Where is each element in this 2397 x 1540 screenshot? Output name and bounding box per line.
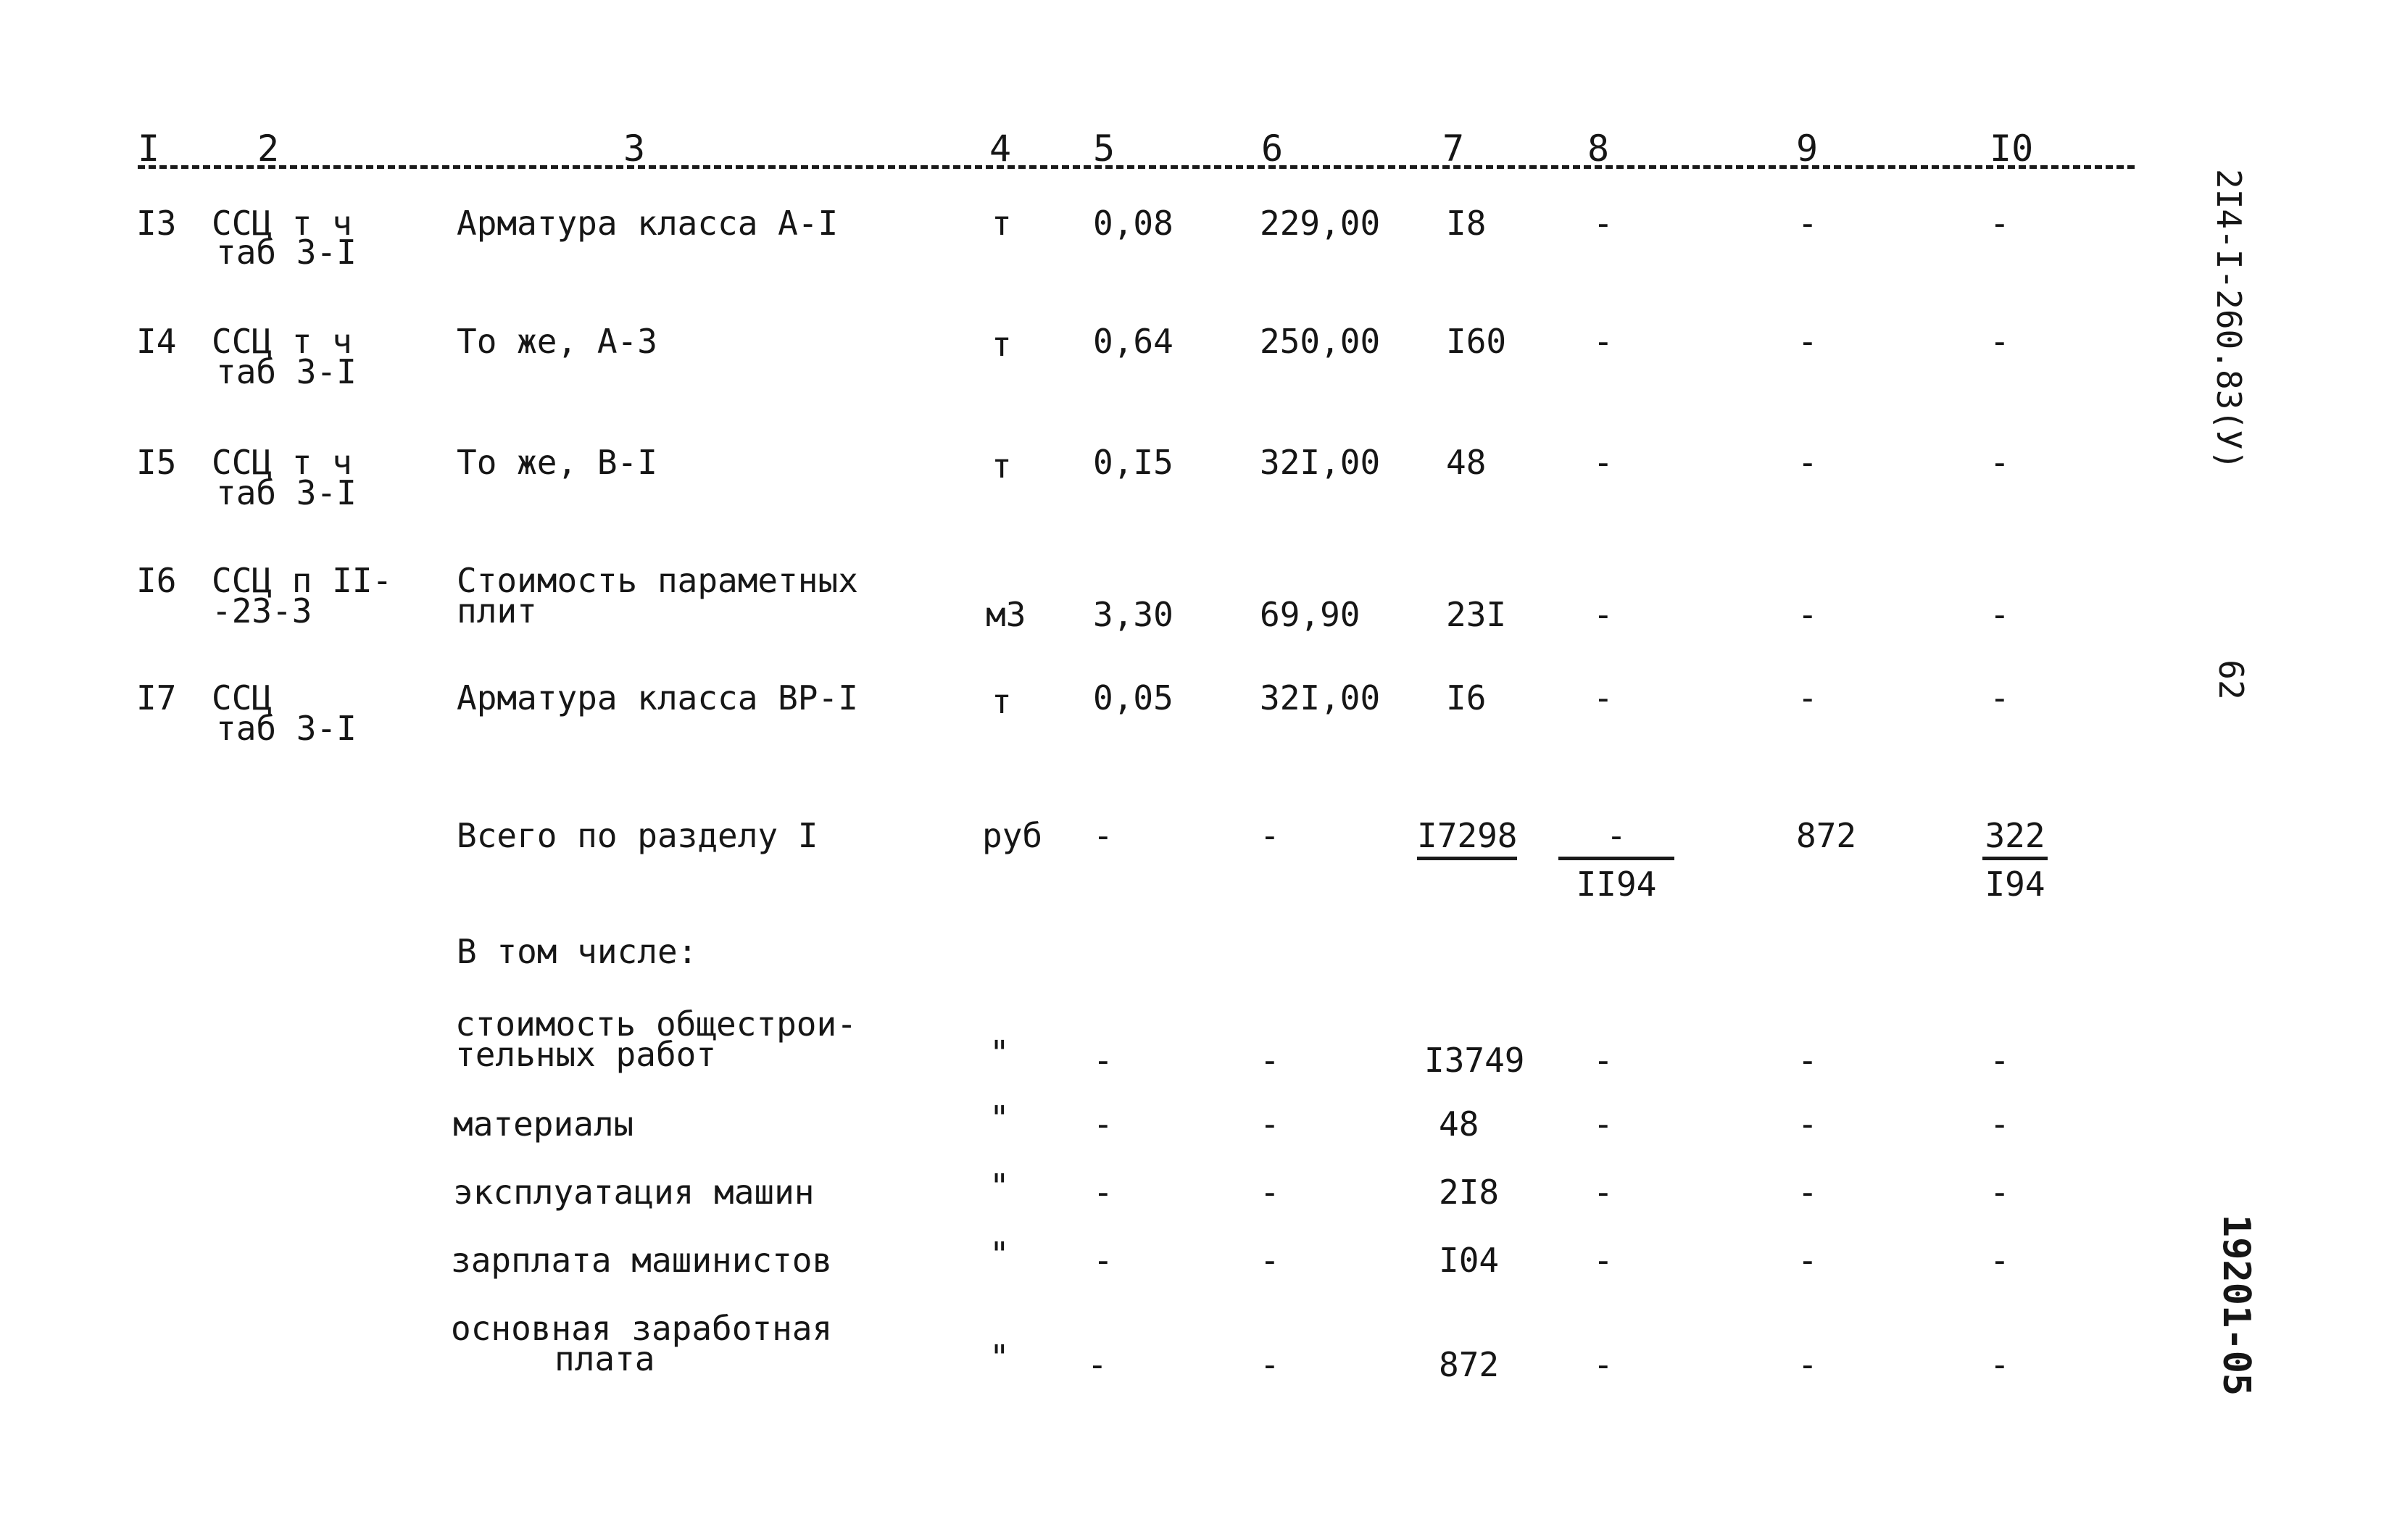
header-col-6: 6 — [1261, 128, 1284, 170]
sub-row-col10: - — [1990, 1241, 2010, 1280]
sub-row-col8: - — [1593, 1345, 1613, 1384]
row-col10: - — [1990, 678, 2010, 717]
sub-row-price: - — [1260, 1173, 1280, 1212]
row-qty: 0,08 — [1093, 204, 1173, 243]
sub-row-unit: " — [989, 1099, 1010, 1138]
row-name: То же, В-I — [457, 443, 657, 482]
row-number: I4 — [136, 322, 177, 361]
row-number: I6 — [136, 561, 177, 600]
summary-col10-denominator: I94 — [1985, 865, 2045, 904]
sub-row-col8: - — [1593, 1241, 1613, 1280]
header-rule — [138, 165, 2135, 169]
row-col10: - — [1990, 595, 2010, 634]
row-qty: 0,I5 — [1093, 443, 1173, 482]
header-col-10: I0 — [1990, 128, 2034, 170]
header-col-4: 4 — [989, 128, 1012, 170]
row-code: ССЦ п II- — [212, 561, 393, 600]
sub-row-name-line2: тельных работ — [455, 1035, 717, 1074]
row-name: Арматура класса ВР-I — [457, 678, 858, 717]
row-price: 229,00 — [1260, 204, 1381, 243]
row-total: I6 — [1446, 678, 1487, 717]
row-total: I8 — [1446, 204, 1487, 243]
summary-label: Всего по разделу I — [457, 816, 818, 855]
sub-row-unit: " — [989, 1338, 1010, 1377]
summary-col8-denominator: II94 — [1576, 865, 1657, 904]
sub-row-qty: - — [1087, 1345, 1108, 1384]
sub-row-col10: - — [1990, 1104, 2010, 1144]
summary-col8-numerator: - — [1558, 819, 1674, 860]
sub-row-total: 2I8 — [1439, 1173, 1500, 1212]
sub-row-name: стоимость общестрои- — [455, 1004, 857, 1044]
sub-row-price: - — [1260, 1104, 1280, 1144]
sub-row-col9: - — [1798, 1041, 1818, 1080]
sub-row-unit: " — [989, 1033, 1010, 1073]
row-price: 32I,00 — [1260, 443, 1381, 482]
sub-row-name: зарплата машинистов — [451, 1241, 833, 1280]
sub-row-name: эксплуатация машин — [453, 1173, 815, 1212]
row-code: ССЦ — [212, 678, 273, 717]
row-name: Стоимость параметных — [457, 561, 858, 600]
row-col9: - — [1798, 204, 1818, 243]
summary-col10-numerator: 322 — [1982, 819, 2048, 860]
sub-row-col10: - — [1990, 1041, 2010, 1080]
sub-row-col9: - — [1798, 1241, 1818, 1280]
row-number: I7 — [136, 678, 177, 717]
row-price: 250,00 — [1260, 322, 1381, 361]
row-unit: т — [992, 446, 1012, 486]
header-col-5: 5 — [1093, 128, 1116, 170]
sub-row-unit: " — [989, 1167, 1010, 1206]
summary-col10-fraction — [1982, 816, 2048, 904]
summary-qty: - — [1093, 816, 1113, 855]
sub-row-qty: - — [1093, 1104, 1113, 1144]
sub-row-col9: - — [1798, 1173, 1818, 1212]
document-code: 2I4-I-260.83(У) — [2209, 169, 2248, 470]
header-col-3: 3 — [623, 128, 646, 170]
sub-row-col10: - — [1990, 1345, 2010, 1384]
sub-row-col10: - — [1990, 1173, 2010, 1212]
row-col10: - — [1990, 204, 2010, 243]
header-col-7: 7 — [1442, 128, 1465, 170]
row-total: I60 — [1446, 322, 1507, 361]
row-code-line2: таб 3-I — [216, 709, 357, 748]
header-col-1: I — [138, 128, 160, 170]
row-col10: - — [1990, 443, 2010, 482]
row-code-line2: таб 3-I — [216, 352, 357, 391]
sub-row-price: - — [1260, 1041, 1280, 1080]
row-col9: - — [1798, 443, 1818, 482]
sub-row-total: I3749 — [1424, 1041, 1525, 1080]
row-col8: - — [1593, 443, 1613, 482]
header-col-8: 8 — [1587, 128, 1610, 170]
sub-row-col8: - — [1593, 1173, 1613, 1212]
including-label: В том числе: — [457, 932, 698, 971]
summary-price: - — [1260, 816, 1280, 855]
row-qty: 0,64 — [1093, 322, 1173, 361]
sub-row-col8: - — [1593, 1104, 1613, 1144]
row-code: ССЦ т ч — [212, 204, 352, 243]
sub-row-name-line2: плата — [554, 1339, 655, 1378]
row-unit: т — [992, 682, 1012, 721]
sub-row-unit: " — [989, 1235, 1010, 1274]
row-price: 32I,00 — [1260, 678, 1381, 717]
sub-row-qty: - — [1093, 1241, 1113, 1280]
sub-row-total: 48 — [1439, 1104, 1479, 1144]
row-price: 69,90 — [1260, 595, 1360, 634]
page-number: 62 — [2211, 659, 2251, 700]
sub-row-name: основная заработная — [451, 1309, 833, 1348]
sub-row-total: I04 — [1439, 1241, 1500, 1280]
row-col9: - — [1798, 595, 1818, 634]
summary-col9: 872 — [1796, 816, 1857, 855]
row-code: ССЦ т ч — [212, 443, 352, 482]
row-qty: 0,05 — [1093, 678, 1173, 717]
row-code: ССЦ т ч — [212, 322, 352, 361]
header-col-2: 2 — [257, 128, 280, 170]
row-col8: - — [1593, 322, 1613, 361]
row-name: То же, А-3 — [457, 322, 657, 361]
row-number: I5 — [136, 443, 177, 482]
row-col8: - — [1593, 678, 1613, 717]
sub-row-col8: - — [1593, 1041, 1613, 1080]
sub-row-price: - — [1260, 1345, 1280, 1384]
row-code-line2: -23-3 — [212, 591, 312, 630]
sub-row-qty: - — [1093, 1173, 1113, 1212]
inventory-number: 19201-05 — [2214, 1214, 2258, 1397]
row-unit: т — [992, 325, 1012, 364]
row-unit: т — [992, 204, 1012, 243]
sub-row-qty: - — [1093, 1041, 1113, 1080]
row-col9: - — [1798, 678, 1818, 717]
row-unit: м3 — [986, 595, 1026, 634]
sub-row-total: 872 — [1439, 1345, 1500, 1384]
row-qty: 3,30 — [1093, 595, 1173, 634]
sub-row-price: - — [1260, 1241, 1280, 1280]
row-col10: - — [1990, 322, 2010, 361]
row-col8: - — [1593, 204, 1613, 243]
row-col9: - — [1798, 322, 1818, 361]
summary-total: I7298 — [1417, 819, 1517, 860]
row-name: Арматура класса А-I — [457, 204, 839, 243]
header-col-9: 9 — [1796, 128, 1819, 170]
sub-row-name: материалы — [453, 1104, 634, 1144]
row-col8: - — [1593, 595, 1613, 634]
summary-col8-fraction — [1558, 816, 1674, 904]
summary-unit: руб — [982, 816, 1043, 855]
sub-row-col9: - — [1798, 1104, 1818, 1144]
row-name-line2: плит — [457, 591, 537, 630]
row-code-line2: таб 3-I — [216, 473, 357, 512]
sub-row-col9: - — [1798, 1345, 1818, 1384]
row-total: 48 — [1446, 443, 1487, 482]
row-number: I3 — [136, 204, 177, 243]
row-code-line2: таб 3-I — [216, 233, 357, 272]
row-total: 23I — [1446, 595, 1507, 634]
